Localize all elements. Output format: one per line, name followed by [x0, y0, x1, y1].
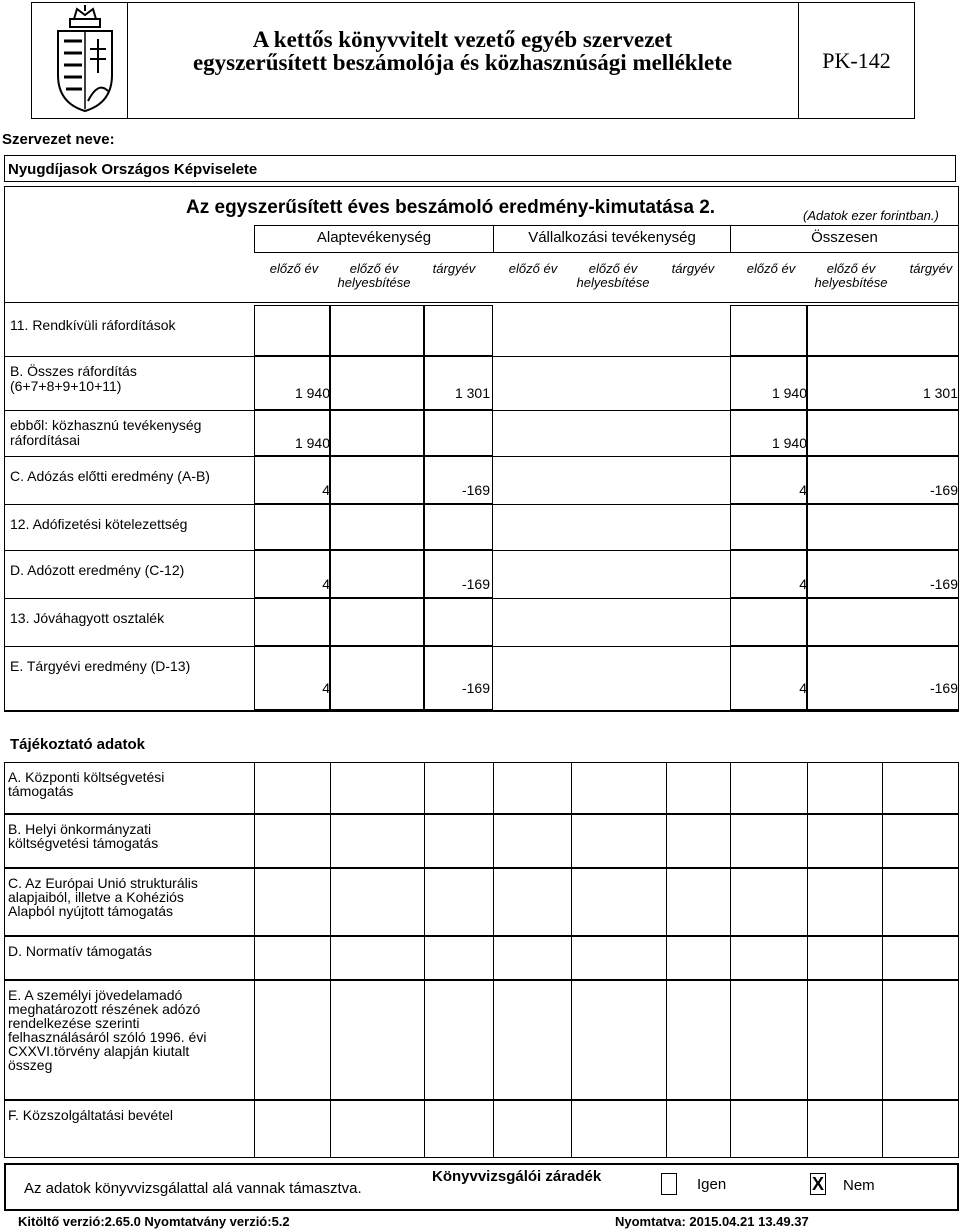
- info-row-label-line: költségvetési támogatás: [8, 835, 159, 851]
- value-a1: 4: [322, 680, 330, 696]
- row-label-line: D. Adózott eredmény (C-12): [10, 562, 185, 578]
- info-row-label-line: E. A személyi jövedelamadó: [8, 987, 183, 1003]
- value-a3: -169: [461, 482, 490, 498]
- col-curr-header-1: tárgyév: [671, 261, 715, 276]
- value-cell[interactable]: [424, 410, 493, 456]
- row-label: [10, 469, 210, 484]
- value-o1: 4: [799, 482, 807, 498]
- audit-no-mark: X: [811, 1174, 824, 1194]
- info-cell-divider: [424, 762, 425, 814]
- info-row-box: [4, 980, 959, 1100]
- info-row-label-line: meghatározott részének adózó: [8, 1001, 201, 1017]
- info-cell-divider: [424, 1100, 425, 1158]
- info-row-box: [4, 936, 959, 980]
- info-cell-divider: [666, 936, 667, 980]
- value-cell[interactable]: [254, 598, 330, 646]
- row-label-line: ebből: közhasznú tevékenység: [10, 417, 202, 433]
- info-cell-divider: [882, 814, 883, 868]
- audit-statement: Az adatok könyvvizsgálattal alá vannak támasztva.: [24, 1180, 362, 1197]
- row-separator: [4, 710, 959, 711]
- info-cell-divider: [424, 814, 425, 868]
- info-row-box: [4, 868, 959, 936]
- info-cell-divider: [571, 980, 572, 1100]
- audit-yes-label: Igen: [697, 1176, 727, 1193]
- info-cell-divider: [882, 762, 883, 814]
- info-cell-divider: [807, 868, 808, 936]
- audit-no-label: Nem: [843, 1177, 875, 1194]
- info-row-label-line: F. Közszolgáltatási bevétel: [8, 1107, 173, 1123]
- value-cell[interactable]: [730, 646, 807, 710]
- value-a1: 1 940: [294, 435, 330, 451]
- value-cell[interactable]: [730, 504, 807, 550]
- row-label-line: (6+7+8+9+10+11): [10, 378, 122, 394]
- value-o3: -169: [929, 482, 958, 498]
- value-cell[interactable]: [730, 598, 807, 646]
- value-a3: -169: [461, 576, 490, 592]
- value-o1: 1 940: [771, 435, 807, 451]
- info-cell-divider: [493, 936, 494, 980]
- col-corr-header-2: előző év helyesbítése: [814, 261, 888, 290]
- form-code: PK-142: [822, 48, 891, 73]
- value-a3: 1 301: [454, 385, 490, 401]
- info-cell-divider: [571, 814, 572, 868]
- org-label: Szervezet neve:: [2, 131, 115, 148]
- info-row-label-line: alapjaiból, illetve a Kohéziós: [8, 889, 184, 905]
- value-cell[interactable]: [330, 305, 424, 356]
- row-label: [10, 517, 187, 532]
- value-cell[interactable]: [424, 356, 493, 410]
- info-cell-divider: [807, 814, 808, 868]
- value-cell[interactable]: [254, 305, 330, 356]
- value-a1: 4: [322, 576, 330, 592]
- value-cell[interactable]: [424, 598, 493, 646]
- value-cell[interactable]: [330, 456, 424, 504]
- info-row-label-line: Alapból nyújtott támogatás: [8, 903, 173, 919]
- info-cell-divider: [493, 762, 494, 814]
- value-cell[interactable]: [807, 356, 959, 410]
- row-label: [10, 611, 164, 626]
- col-prev-header-0: előző év: [269, 261, 319, 276]
- info-cell-divider: [424, 936, 425, 980]
- info-cell-divider: [254, 1100, 255, 1158]
- info-cell-divider: [882, 936, 883, 980]
- header-bottom-line: [4, 302, 959, 303]
- info-cell-divider: [807, 980, 808, 1100]
- col-corr-header-1: előző év helyesbítése: [576, 261, 650, 290]
- info-cell-divider: [493, 868, 494, 936]
- footer-printed: Nyomtatva: 2015.04.21 13.49.37: [615, 1214, 809, 1229]
- audit-yes-checkbox[interactable]: [661, 1173, 677, 1195]
- info-cell-divider: [882, 980, 883, 1100]
- value-cell[interactable]: [730, 356, 807, 410]
- row-label: [10, 563, 184, 578]
- info-row-label-line: felhasználásáról szóló 1996. évi: [8, 1029, 207, 1045]
- value-o1: 1 940: [771, 385, 807, 401]
- row-label-line: 12. Adófizetési kötelezettség: [10, 516, 188, 532]
- value-cell[interactable]: [807, 504, 959, 550]
- value-cell[interactable]: [807, 305, 959, 356]
- info-row-label-line: összeg: [8, 1057, 53, 1073]
- value-o3: -169: [929, 576, 958, 592]
- row-label: [10, 364, 137, 394]
- report-title: Az egyszerűsített éves beszámoló eredmény-kimutatása 2.: [186, 197, 716, 218]
- value-a1: 1 940: [294, 385, 330, 401]
- value-cell[interactable]: [254, 504, 330, 550]
- info-row-label-line: D. Normatív támogatás: [8, 943, 152, 959]
- value-o1: 4: [799, 576, 807, 592]
- info-cell-divider: [730, 814, 731, 868]
- info-cell-divider: [424, 868, 425, 936]
- info-cell-divider: [730, 762, 731, 814]
- info-row-label-line: B. Helyi önkormányzati: [8, 821, 152, 837]
- value-cell[interactable]: [330, 550, 424, 598]
- col-curr-header-2: tárgyév: [909, 261, 953, 276]
- audit-no-checkbox[interactable]: [810, 1173, 826, 1195]
- value-cell[interactable]: [424, 305, 493, 356]
- value-o1: 4: [799, 680, 807, 696]
- value-a1: 4: [322, 482, 330, 498]
- info-cell-divider: [254, 762, 255, 814]
- info-cell-divider: [330, 980, 331, 1100]
- info-cell-divider: [254, 814, 255, 868]
- group-label-vall: Vállalkozási tevékenység: [528, 229, 696, 246]
- value-cell[interactable]: [330, 504, 424, 550]
- coat-of-arms-icon: [50, 5, 120, 113]
- row-label-line: E. Tárgyévi eredmény (D-13): [10, 658, 191, 674]
- info-cell-divider: [666, 868, 667, 936]
- org-name: Nyugdíjasok Országos Képviselete: [8, 161, 258, 178]
- value-cell[interactable]: [424, 646, 493, 710]
- info-cell-divider: [666, 814, 667, 868]
- info-cell-divider: [882, 868, 883, 936]
- info-cell-divider: [807, 1100, 808, 1158]
- row-label: [10, 659, 190, 674]
- value-cell[interactable]: [807, 646, 959, 710]
- col-corr-header-0: előző év helyesbítése: [337, 261, 411, 290]
- info-row-label-line: támogatás: [8, 783, 74, 799]
- info-cell-divider: [666, 762, 667, 814]
- group-label-alap: Alaptevékenység: [316, 229, 432, 246]
- info-row-box: [4, 762, 959, 814]
- value-o3: -169: [929, 680, 958, 696]
- unit-note: (Adatok ezer forintban.): [803, 208, 939, 223]
- col-prev-header-2: előző év: [746, 261, 796, 276]
- value-cell[interactable]: [330, 410, 424, 456]
- info-row-label-line: C. Az Európai Unió strukturális: [8, 875, 198, 891]
- header-title-line2: egyszerűsített beszámolója és közhasznúsági melléklete: [192, 50, 733, 75]
- col-prev-header-1: előző év: [508, 261, 558, 276]
- info-row-box: [4, 1100, 959, 1158]
- info-cell-divider: [254, 936, 255, 980]
- info-cell-divider: [666, 1100, 667, 1158]
- info-title: Tájékoztató adatok: [10, 736, 146, 753]
- value-cell[interactable]: [730, 305, 807, 356]
- info-cell-divider: [330, 762, 331, 814]
- info-row-label-line: A. Központi költségvetési: [8, 769, 165, 785]
- info-cell-divider: [571, 1100, 572, 1158]
- value-cell[interactable]: [807, 598, 959, 646]
- info-cell-divider: [254, 868, 255, 936]
- value-cell[interactable]: [254, 646, 330, 710]
- value-a3: -169: [461, 680, 490, 696]
- info-cell-divider: [730, 868, 731, 936]
- value-cell[interactable]: [254, 356, 330, 410]
- value-cell[interactable]: [330, 598, 424, 646]
- info-cell-divider: [730, 980, 731, 1100]
- row-label-line: C. Adózás előtti eredmény (A-B): [10, 468, 210, 484]
- header-title-line1: A kettős könyvvitelt vezető egyéb szervezet: [252, 27, 673, 52]
- row-label-line: ráfordításai: [10, 432, 81, 448]
- info-cell-divider: [666, 980, 667, 1100]
- info-cell-divider: [807, 762, 808, 814]
- row-label: [10, 418, 201, 448]
- info-cell-divider: [424, 980, 425, 1100]
- info-cell-divider: [571, 936, 572, 980]
- info-cell-divider: [730, 1100, 731, 1158]
- info-cell-divider: [571, 762, 572, 814]
- info-cell-divider: [493, 980, 494, 1100]
- row-label-line: 13. Jóváhagyott osztalék: [10, 610, 165, 626]
- info-cell-divider: [730, 936, 731, 980]
- value-cell[interactable]: [330, 646, 424, 710]
- group-label-ossz: Összesen: [811, 229, 878, 246]
- row-label: [10, 318, 176, 333]
- info-cell-divider: [330, 814, 331, 868]
- info-row-label-line: CXXVI.törvény alapján kiutalt: [8, 1043, 190, 1059]
- info-row-label-line: rendelkezése szerinti: [8, 1015, 140, 1031]
- info-cell-divider: [571, 868, 572, 936]
- audit-title: Könyvvizsgálói záradék: [432, 1168, 602, 1185]
- value-cell[interactable]: [807, 410, 959, 456]
- col-curr-header-0: tárgyév: [432, 261, 476, 276]
- row-label-line: 11. Rendkívüli ráfordítások: [10, 317, 176, 333]
- info-cell-divider: [807, 936, 808, 980]
- info-row-box: [4, 814, 959, 868]
- info-cell-divider: [330, 868, 331, 936]
- row-label-line: B. Összes ráfordítás: [10, 363, 137, 379]
- info-cell-divider: [254, 980, 255, 1100]
- value-cell[interactable]: [330, 356, 424, 410]
- value-cell[interactable]: [424, 504, 493, 550]
- info-cell-divider: [493, 1100, 494, 1158]
- info-cell-divider: [882, 1100, 883, 1158]
- info-cell-divider: [330, 1100, 331, 1158]
- info-cell-divider: [330, 936, 331, 980]
- value-o3: 1 301: [922, 385, 958, 401]
- info-cell-divider: [493, 814, 494, 868]
- footer-version: Kitöltő verzió:2.65.0 Nyomtatvány verzió:5.2: [18, 1214, 290, 1229]
